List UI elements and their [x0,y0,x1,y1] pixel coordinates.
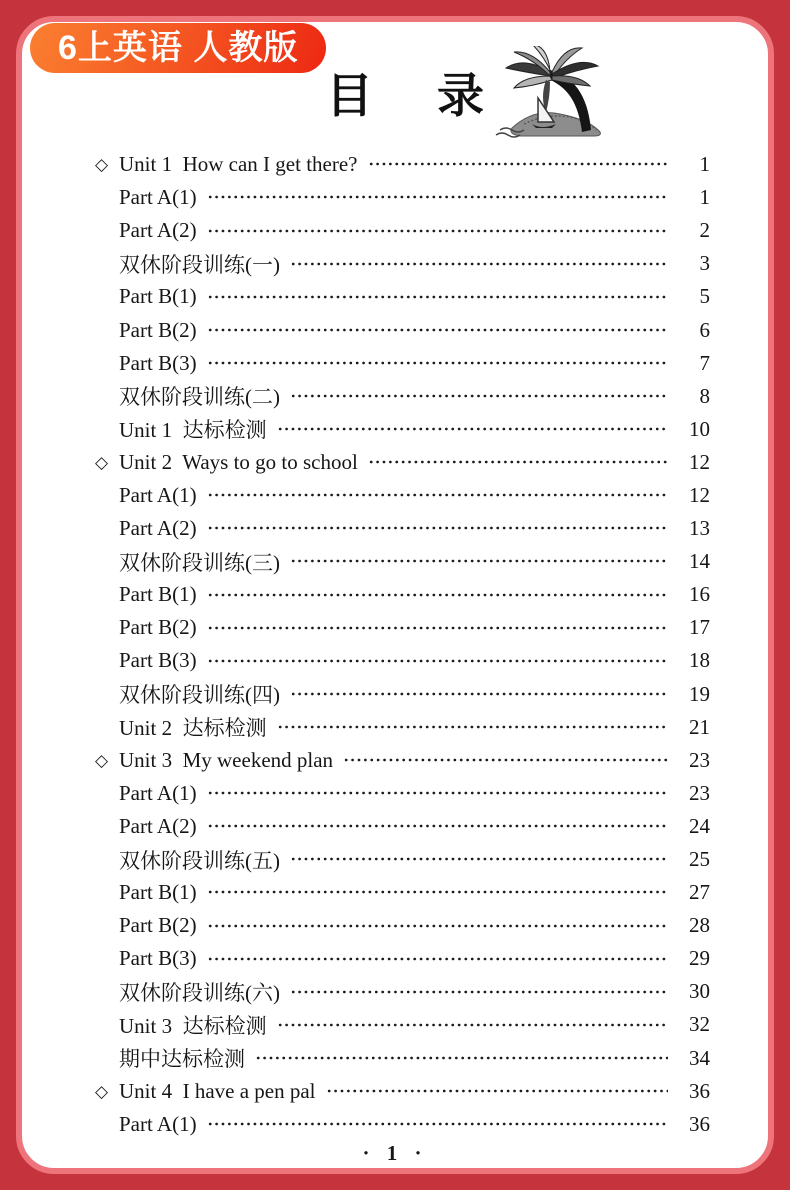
toc-entry-label: Part B(2) [119,615,197,640]
toc-entry-label: 双休阶段训练(一) [119,252,280,277]
toc-entry-page: 2 [699,218,710,243]
toc-entry-page: 17 [689,615,710,640]
page-number-footer: · 1 · [362,1141,428,1165]
dot-leader [207,942,668,975]
toc-entry-page: 13 [689,516,710,541]
toc-row [95,446,710,479]
toc-row [95,843,710,876]
toc-entry-label: 双休阶段训练(二) [119,385,280,410]
dot-leader [207,280,668,313]
toc-entry-page: 28 [689,913,710,938]
dot-leader [290,975,668,1008]
dot-leader [207,181,668,214]
toc-entry-page: 12 [689,449,710,474]
dot-leader [207,578,668,611]
dot-leader [277,711,668,744]
toc-entry-label: Unit 1 How can I get there? [119,152,358,177]
dot-leader [207,1108,668,1141]
toc-row [95,1108,710,1141]
toc-row [95,644,710,677]
unit-diamond-icon: ◇ [95,452,109,472]
toc-entry-label: Part A(2) [119,813,197,838]
toc-row [95,744,710,777]
toc-row [95,876,710,909]
dot-leader [290,678,668,711]
toc-entry-label: Part B(3) [119,648,197,673]
toc-entry-page: 12 [689,482,710,507]
dot-leader [343,744,668,777]
dot-leader [207,214,668,247]
dot-leader [290,843,668,876]
toc-row [95,280,710,313]
unit-diamond-icon: ◇ [95,750,109,770]
toc-row [95,181,710,214]
dot-leader [368,148,669,181]
toc-row [95,545,710,578]
toc-entry-label: 双休阶段训练(五) [119,848,280,873]
toc-entry-label: Unit 1 达标检测 [119,418,267,443]
dot-leader [207,777,668,810]
toc-row [95,711,710,744]
toc-row [95,380,710,413]
toc-entry-label: Part A(1) [119,1111,197,1136]
toc-entry-label: Unit 2 达标检测 [119,716,267,741]
toc-entry-page: 34 [689,1045,710,1070]
toc-entry-label: Part B(3) [119,350,197,375]
dot-leader [207,347,668,380]
toc-row [95,578,710,611]
toc-entry-label: Part B(1) [119,582,197,607]
dot-leader [290,545,668,578]
toc-entry-label: Unit 3 达标检测 [119,1013,267,1038]
toc-row [95,1042,710,1075]
toc-row [95,148,710,181]
toc-entry-page: 19 [689,681,710,706]
toc-row [95,512,710,545]
toc-entry-page: 25 [689,847,710,872]
dot-leader [207,810,668,843]
toc-entry-page: 32 [689,1012,710,1037]
page-panel [16,16,774,1174]
toc-row [95,313,710,346]
dot-leader [207,313,668,346]
toc-entry-page: 6 [699,317,710,342]
toc-entry-page: 23 [689,780,710,805]
dot-leader [207,479,668,512]
toc-row [95,777,710,810]
dot-leader [326,1075,668,1108]
edition-badge: 6上英语 人教版 [30,23,326,73]
toc-row [95,1008,710,1041]
toc-entry-label: Part B(2) [119,913,197,938]
toc-entry-label: Unit 3 My weekend plan [119,747,334,772]
toc-entry-label: Unit 2 Ways to go to school [119,449,358,474]
toc-row [95,1075,710,1108]
toc-entry-label: Part B(3) [119,946,197,971]
dot-leader [368,446,668,479]
toc-entry-page: 36 [689,1078,710,1103]
toc-row [95,413,710,446]
toc-entry-label: Unit 4 I have a pen pal [119,1078,316,1103]
toc-row [95,214,710,247]
toc-entry-label: Part A(2) [119,516,197,541]
toc-entry-label: Part B(2) [119,317,197,342]
toc-entry-page: 21 [689,714,710,739]
toc-entry-page: 3 [699,251,710,276]
toc-entry-page: 7 [699,350,710,375]
toc-row [95,810,710,843]
toc-row [95,247,710,280]
toc-entry-page: 18 [689,648,710,673]
dot-leader [207,909,668,942]
toc-row [95,909,710,942]
toc-entry-label: 期中达标检测 [119,1047,245,1072]
palm-tree-island-illustration [494,46,606,138]
page-title [326,44,606,138]
dot-leader [290,380,668,413]
dot-leader [255,1042,668,1075]
toc-entry-label: 双休阶段训练(六) [119,980,280,1005]
toc-entry-page: 24 [689,813,710,838]
toc-entry-page: 14 [689,549,710,574]
dot-leader [207,876,668,909]
dot-leader [277,1008,668,1041]
toc-entry-page: 8 [699,383,710,408]
dot-leader [290,247,668,280]
toc-entry-label: Part B(1) [119,880,197,905]
title-char-mu: 目 [326,71,373,123]
title-char-lu: 录 [437,71,484,123]
toc-entry-page: 29 [689,946,710,971]
unit-diamond-icon: ◇ [95,155,109,175]
toc-list [95,148,710,1141]
toc-entry-page: 10 [689,416,710,441]
toc-entry-label: 双休阶段训练(三) [119,550,280,575]
toc-entry-label: Part A(1) [119,780,197,805]
toc-row [95,975,710,1008]
toc-entry-page: 5 [699,284,710,309]
toc-entry-label: Part A(1) [119,185,197,210]
toc-entry-page: 30 [689,979,710,1004]
toc-entry-page: 23 [689,747,710,772]
toc-entry-label: Part A(2) [119,218,197,243]
toc-entry-label: Part B(1) [119,284,197,309]
toc-row [95,479,710,512]
toc-row [95,678,710,711]
toc-row [95,942,710,975]
toc-entry-page: 27 [689,880,710,905]
dot-leader [207,611,668,644]
unit-diamond-icon: ◇ [95,1081,109,1101]
toc-row [95,347,710,380]
toc-entry-label: 双休阶段训练(四) [119,683,280,708]
dot-leader [277,413,668,446]
dot-leader [207,644,668,677]
toc-entry-page: 16 [689,582,710,607]
toc-entry-page: 1 [699,152,710,177]
toc-row [95,611,710,644]
toc-entry-page: 1 [699,185,710,210]
dot-leader [207,512,668,545]
toc-entry-label: Part A(1) [119,482,197,507]
toc-entry-page: 36 [689,1111,710,1136]
